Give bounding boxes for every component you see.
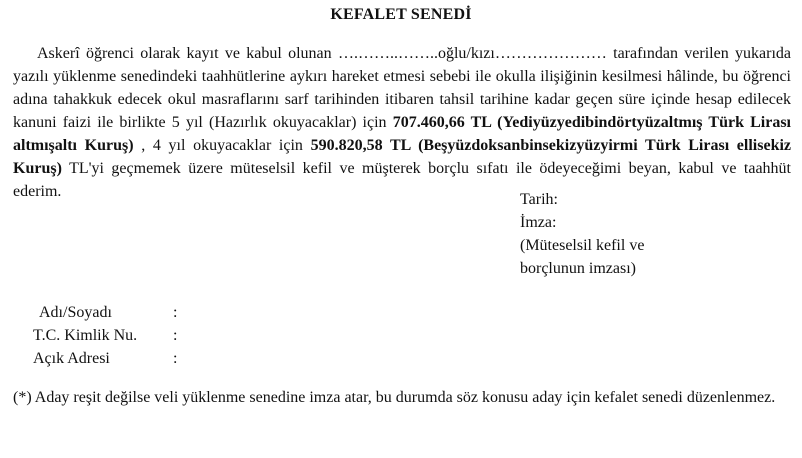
amount-four-years: 590.820,58 TL (Beşyüzdoksanbinsekizyüzyirmi Türk Lirası ellisekiz Kuruş)	[13, 137, 792, 177]
statement-text-part1: Askerî öğrenci olarak kayıt ve kabul olunan ….……..……..oğlu/kızı………………… tarafından verilen yukarıda yazılı yüklenme senedindeki taahhütlerine aykırı hareket etmesi sebebi ile okulla ilişiğinin kesilmesi hâlinde, bu öğrenci adına tahakkuk edecek okul masraflarını sarf tarihinden itibaren tahsil tarihine kadar geçen süre içinde hesap edilecek kanuni faizi ile birlikte 5 yıl (Hazırlık okuyacaklar) için	[13, 45, 791, 131]
footnote: (*) Aday reşit değilse veli yüklenme senedine imza atar, bu durumda söz konusu aday için kefalet senedi düzenlenmez.	[13, 389, 776, 406]
statement-text-part3: TL'yi geçmemek üzere müteselsil kefil ve müşterek borçlu sıfatı ile ödeyeceğimi beyan, kabul ve taahhüt ederim.	[13, 160, 791, 200]
id-separator: :	[173, 327, 178, 344]
amount-five-years: 707.460,66 TL (Yediyüzyedibindörtyüzaltmış Türk Lirası altmışaltı Kuruş)	[13, 114, 792, 154]
statement-paragraph	[13, 42, 791, 203]
address-label: Açık Adresi	[33, 350, 110, 367]
statement-text-part2: , 4 yıl okuyacaklar için	[133, 137, 311, 154]
name-row	[33, 301, 193, 324]
id-label: T.C. Kimlik Nu.	[33, 327, 138, 344]
id-row	[33, 324, 193, 347]
document-title: KEFALET SENEDİ	[330, 6, 472, 23]
signature-note-line1: (Müteselsil kefil ve	[520, 237, 645, 254]
personal-info-block	[33, 301, 193, 370]
date-label: Tarih:	[520, 191, 558, 208]
guarantee-statement	[13, 42, 791, 203]
address-separator: :	[173, 350, 178, 367]
signature-block	[520, 188, 644, 280]
signature-label: İmza:	[520, 214, 557, 231]
name-separator: :	[173, 304, 178, 321]
signature-note-line2: borçlunun imzası)	[520, 260, 636, 277]
name-label: Adı/Soyadı	[39, 304, 112, 321]
address-row	[33, 347, 193, 370]
